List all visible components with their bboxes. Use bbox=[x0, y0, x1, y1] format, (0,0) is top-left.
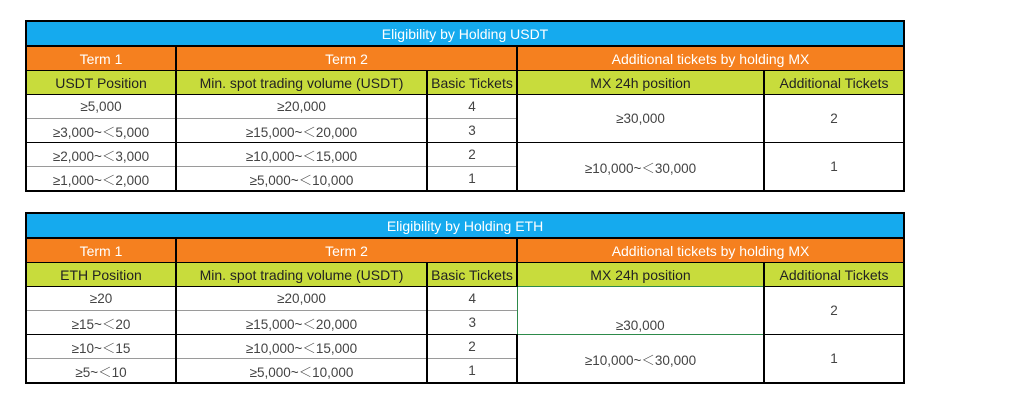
position-cell: ≥5,000 bbox=[26, 95, 176, 119]
additional-tickets-label: Additional tickets by holding MX bbox=[517, 46, 904, 71]
volume-cell: ≥10,000~＜15,000 bbox=[176, 143, 427, 167]
column-header: Min. spot trading volume (USDT) bbox=[176, 71, 427, 95]
position-cell: ≥15~＜20 bbox=[26, 311, 176, 335]
additional-tickets-cell: 1 bbox=[764, 143, 904, 192]
volume-cell: ≥20,000 bbox=[176, 287, 427, 311]
column-header: Additional Tickets bbox=[764, 263, 904, 287]
position-cell: ≥2,000~＜3,000 bbox=[26, 143, 176, 167]
position-cell: ≥10~＜15 bbox=[26, 335, 176, 359]
column-header: Basic Tickets bbox=[427, 71, 517, 95]
volume-cell: ≥5,000~＜10,000 bbox=[176, 359, 427, 384]
position-cell: ≥5~＜10 bbox=[26, 359, 176, 384]
table-title: Eligibility by Holding ETH bbox=[26, 213, 904, 238]
mx-position-cell: ≥30,000 bbox=[517, 95, 764, 143]
tickets-cell: 3 bbox=[427, 311, 517, 335]
additional-tickets-cell: 2 bbox=[764, 95, 904, 143]
eth-eligibility-table bbox=[25, 212, 905, 384]
term2-label: Term 2 bbox=[176, 238, 517, 263]
usdt-eligibility-table bbox=[25, 20, 905, 192]
additional-tickets-label: Additional tickets by holding MX bbox=[517, 238, 904, 263]
column-header: MX 24h position bbox=[517, 71, 764, 95]
additional-tickets-cell: 2 bbox=[764, 287, 904, 335]
tickets-cell: 3 bbox=[427, 119, 517, 143]
position-cell: ≥20 bbox=[26, 287, 176, 311]
table-row bbox=[26, 95, 904, 119]
tickets-cell: 1 bbox=[427, 167, 517, 192]
column-header: USDT Position bbox=[26, 71, 176, 95]
term1-label: Term 1 bbox=[26, 238, 176, 263]
table-row bbox=[26, 287, 904, 311]
table-row bbox=[26, 335, 904, 359]
position-cell: ≥1,000~＜2,000 bbox=[26, 167, 176, 192]
tickets-cell: 4 bbox=[427, 95, 517, 119]
volume-cell: ≥5,000~＜10,000 bbox=[176, 167, 427, 192]
column-header: Min. spot trading volume (USDT) bbox=[176, 263, 427, 287]
volume-cell: ≥20,000 bbox=[176, 95, 427, 119]
additional-tickets-cell: 1 bbox=[764, 335, 904, 384]
mx-position-cell: ≥30,000 bbox=[517, 287, 764, 335]
volume-cell: ≥15,000~＜20,000 bbox=[176, 311, 427, 335]
tickets-cell: 2 bbox=[427, 143, 517, 167]
tickets-cell: 1 bbox=[427, 359, 517, 384]
mx-position-cell: ≥10,000~＜30,000 bbox=[517, 335, 764, 384]
column-header: Basic Tickets bbox=[427, 263, 517, 287]
column-header: Additional Tickets bbox=[764, 71, 904, 95]
column-header: MX 24h position bbox=[517, 263, 764, 287]
term1-label: Term 1 bbox=[26, 46, 176, 71]
table-row bbox=[26, 143, 904, 167]
mx-position-cell: ≥10,000~＜30,000 bbox=[517, 143, 764, 192]
table-title: Eligibility by Holding USDT bbox=[26, 21, 904, 46]
position-cell: ≥3,000~＜5,000 bbox=[26, 119, 176, 143]
tickets-cell: 4 bbox=[427, 287, 517, 311]
tickets-cell: 2 bbox=[427, 335, 517, 359]
term2-label: Term 2 bbox=[176, 46, 517, 71]
volume-cell: ≥15,000~＜20,000 bbox=[176, 119, 427, 143]
column-header: ETH Position bbox=[26, 263, 176, 287]
volume-cell: ≥10,000~＜15,000 bbox=[176, 335, 427, 359]
